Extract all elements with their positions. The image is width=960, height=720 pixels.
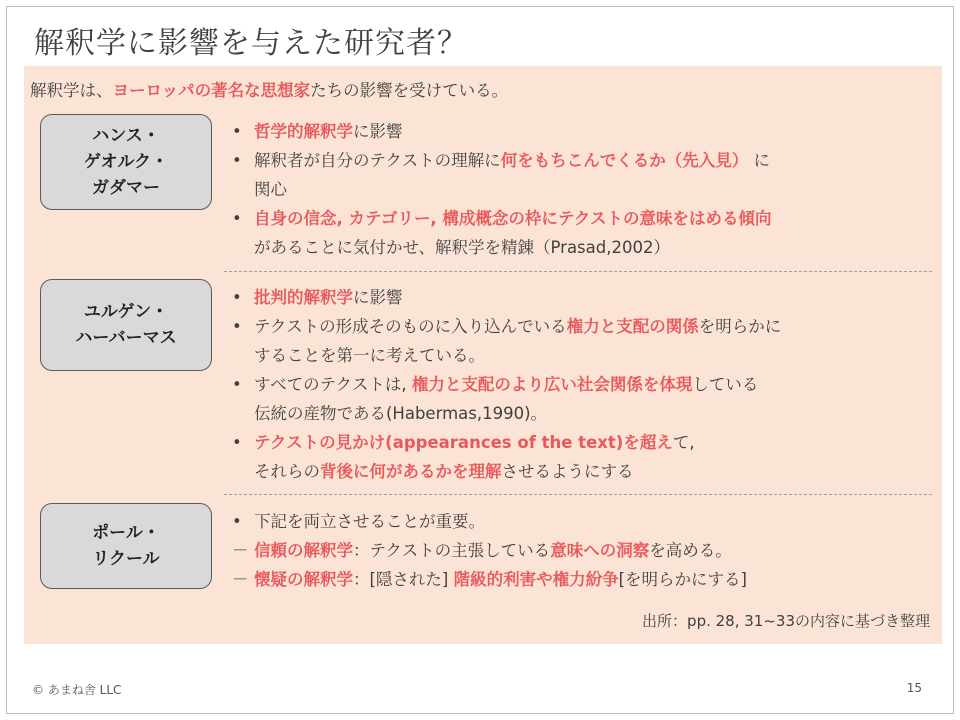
dash-item: － 懐疑の解釈学：[隠された] 階級的利害や権力紛争[を明らかにする] <box>228 565 938 594</box>
bullet-item: • 解釈者が自分のテクストの理解に何をもちこんでくるか（先入見） に <box>228 146 938 175</box>
dash-glyph: － <box>232 541 249 560</box>
intro-highlight: ヨーロッパの著名な思想家 <box>112 81 311 100</box>
habermas-bullets <box>228 283 938 486</box>
bullet-item: • 哲学的解釈学に影響 <box>228 117 938 146</box>
person-box-habermas <box>40 279 212 371</box>
gadamer-bullets <box>228 117 938 262</box>
bullet-item: • 批判的解釈学に影響 <box>228 283 938 312</box>
intro-text <box>30 77 508 101</box>
person-name-line: ハーバーマス <box>75 328 177 348</box>
section-divider <box>224 494 932 495</box>
section-divider <box>224 271 932 272</box>
dash-glyph: － <box>232 570 249 589</box>
bullet-glyph: • <box>232 375 242 394</box>
source-note: 出所：pp. 28, 31~33の内容に基づき整理 <box>642 612 930 630</box>
bullet-continuation: 伝統の産物である(Habermas,1990)。 <box>254 404 548 423</box>
bullet-continuation: することを第一に考えている。 <box>254 346 485 365</box>
person-name-line: ポール・ <box>92 523 160 543</box>
person-name-line: ガダマー <box>91 178 160 198</box>
intro-post: たちの影響を受けている。 <box>310 81 509 100</box>
bullet-item: • すべてのテクストは, 権力と支配のより広い社会関係を体現している <box>228 370 938 399</box>
ricoeur-bullets <box>228 507 938 594</box>
intro-pre: 解釈学は、 <box>30 81 113 100</box>
bullet-glyph: • <box>232 122 242 141</box>
person-name-line: ハンス・ <box>92 126 160 146</box>
bullet-glyph: • <box>232 512 242 531</box>
person-name-line: リクール <box>92 549 160 569</box>
person-box-ricoeur <box>40 503 212 589</box>
dash-item: － 信頼の解釈学：テクストの主張している意味への洞察を高める。 <box>228 536 938 565</box>
person-box-gadamer <box>40 114 212 210</box>
slide-title: 解釈学に影響を与えた研究者？ <box>34 26 468 61</box>
person-name-line: ゲオルク・ <box>83 152 169 172</box>
bullet-item: • テクストの形成そのものに入り込んでいる権力と支配の関係を明らかに <box>228 312 938 341</box>
bullet-glyph: • <box>232 433 242 452</box>
bullet-glyph: • <box>232 151 242 170</box>
person-name-line: ユルゲン・ <box>83 302 169 322</box>
bullet-glyph: • <box>232 209 242 228</box>
bullet-item: • テクストの見かけ(appearances of the text)を超えて, <box>228 428 938 457</box>
bullet-continuation: それらの背後に何があるかを理解させるようにする <box>254 462 634 481</box>
bullet-continuation: 関心 <box>254 180 287 199</box>
copyright-text: © あまね舎 LLC <box>32 683 122 697</box>
page-number: 15 <box>906 681 922 695</box>
bullet-item: • 下記を両立させることが重要。 <box>228 507 938 536</box>
bullet-item: • 自身の信念, カテゴリー, 構成概念の枠にテクストの意味をはめる傾向 <box>228 204 938 233</box>
bullet-glyph: • <box>232 288 242 307</box>
bullet-continuation: があることに気付かせ、解釈学を精錬（Prasad,2002） <box>254 238 670 257</box>
bullet-glyph: • <box>232 317 242 336</box>
